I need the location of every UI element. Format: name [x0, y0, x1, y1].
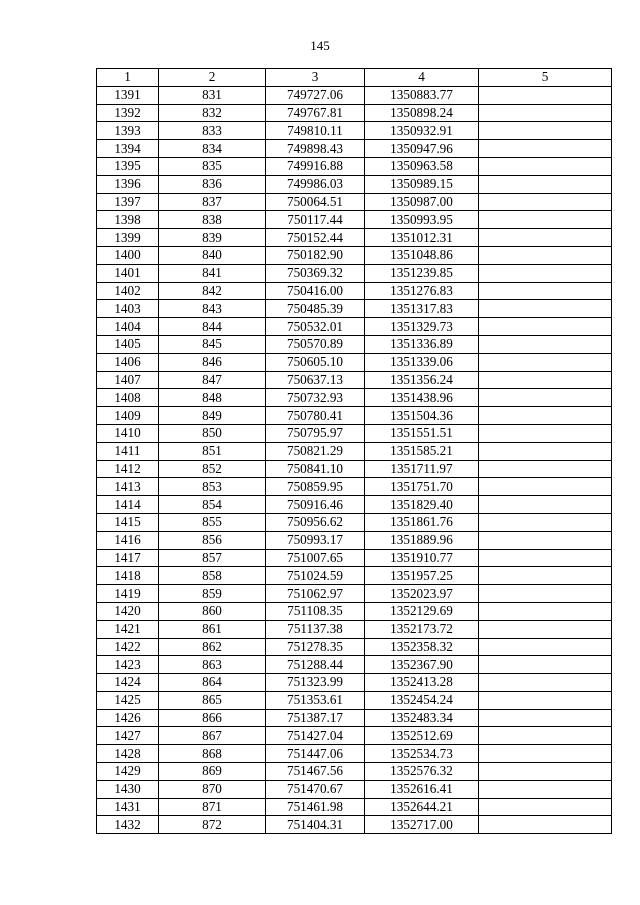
table-cell-col-4: 1351012.31: [365, 229, 479, 247]
table-cell-col-3: 749810.11: [266, 122, 365, 140]
table-cell-col-5: [479, 140, 612, 158]
table-cell-col-1: 1426: [97, 709, 159, 727]
table-cell-col-1: 1409: [97, 407, 159, 425]
table-cell-col-3: 751007.65: [266, 549, 365, 567]
table-cell-col-2: 865: [159, 691, 266, 709]
table-cell-col-2: 863: [159, 656, 266, 674]
table-cell-col-1: 1418: [97, 567, 159, 585]
table-row: [97, 496, 612, 514]
table-row: [97, 424, 612, 442]
table-row: [97, 513, 612, 531]
table-cell-col-2: 871: [159, 798, 266, 816]
table-row: [97, 211, 612, 229]
table-cell-col-1: 1405: [97, 335, 159, 353]
table-cell-col-2: 839: [159, 229, 266, 247]
table-row: [97, 371, 612, 389]
table-row: [97, 460, 612, 478]
table-cell-col-5: [479, 709, 612, 727]
table-cell-col-4: 1351317.83: [365, 300, 479, 318]
table-row: [97, 86, 612, 104]
table-cell-col-3: 750570.89: [266, 335, 365, 353]
table-cell-col-2: 841: [159, 264, 266, 282]
table-cell-col-5: [479, 211, 612, 229]
table-cell-col-5: [479, 424, 612, 442]
table-row: [97, 638, 612, 656]
table-cell-col-4: 1352576.32: [365, 763, 479, 781]
table-cell-col-2: 861: [159, 620, 266, 638]
table-cell-col-4: 1350963.58: [365, 157, 479, 175]
table-cell-col-4: 1351889.96: [365, 531, 479, 549]
table-cell-col-4: 1351438.96: [365, 389, 479, 407]
table-cell-col-3: 751404.31: [266, 816, 365, 834]
table-cell-col-5: [479, 460, 612, 478]
table-header: [97, 69, 612, 87]
table-cell-col-5: [479, 353, 612, 371]
table-cell-col-2: 853: [159, 478, 266, 496]
table-cell-col-4: 1350947.96: [365, 140, 479, 158]
table-cell-col-3: 749986.03: [266, 175, 365, 193]
table-row: [97, 389, 612, 407]
table-row: [97, 335, 612, 353]
table-cell-col-5: [479, 513, 612, 531]
table-cell-col-3: 751108.35: [266, 602, 365, 620]
table-cell-col-4: 1352534.73: [365, 745, 479, 763]
table-cell-col-5: [479, 229, 612, 247]
table-cell-col-1: 1396: [97, 175, 159, 193]
table-cell-col-4: 1351551.51: [365, 424, 479, 442]
table-row: [97, 229, 612, 247]
table-cell-col-3: 750795.97: [266, 424, 365, 442]
table-row: [97, 780, 612, 798]
table-cell-col-4: 1351339.06: [365, 353, 479, 371]
table-row: [97, 691, 612, 709]
table-cell-col-1: 1424: [97, 674, 159, 692]
table-cell-col-1: 1410: [97, 424, 159, 442]
table-cell-col-5: [479, 745, 612, 763]
table-cell-col-5: [479, 549, 612, 567]
table-cell-col-5: [479, 478, 612, 496]
table-cell-col-3: 751323.99: [266, 674, 365, 692]
table-cell-col-1: 1411: [97, 442, 159, 460]
table-cell-col-4: 1352512.69: [365, 727, 479, 745]
table-cell-col-5: [479, 674, 612, 692]
table-cell-col-1: 1431: [97, 798, 159, 816]
table-cell-col-5: [479, 798, 612, 816]
table-cell-col-4: 1352483.34: [365, 709, 479, 727]
table-row: [97, 300, 612, 318]
table-row: [97, 602, 612, 620]
table-row: [97, 763, 612, 781]
table-cell-col-3: 750117.44: [266, 211, 365, 229]
table-cell-col-2: 854: [159, 496, 266, 514]
table-cell-col-5: [479, 175, 612, 193]
table-cell-col-4: 1352023.97: [365, 585, 479, 603]
table-row: [97, 816, 612, 834]
table-cell-col-3: 751447.06: [266, 745, 365, 763]
table-cell-col-3: 750780.41: [266, 407, 365, 425]
table-cell-col-1: 1395: [97, 157, 159, 175]
table-cell-col-3: 749898.43: [266, 140, 365, 158]
table-cell-col-2: 844: [159, 318, 266, 336]
table-cell-col-3: 750993.17: [266, 531, 365, 549]
table-row: [97, 353, 612, 371]
table-cell-col-5: [479, 300, 612, 318]
table-cell-col-1: 1432: [97, 816, 159, 834]
table-cell-col-1: 1423: [97, 656, 159, 674]
column-header-4: 4: [365, 69, 479, 87]
table-cell-col-1: 1408: [97, 389, 159, 407]
table-cell-col-2: 848: [159, 389, 266, 407]
table-row: [97, 674, 612, 692]
table-cell-col-5: [479, 318, 612, 336]
table-cell-col-3: 749916.88: [266, 157, 365, 175]
table-cell-col-4: 1351239.85: [365, 264, 479, 282]
table-cell-col-2: 864: [159, 674, 266, 692]
table-cell-col-1: 1419: [97, 585, 159, 603]
table-row: [97, 104, 612, 122]
table-cell-col-2: 834: [159, 140, 266, 158]
table-cell-col-5: [479, 264, 612, 282]
table-cell-col-3: 751461.98: [266, 798, 365, 816]
table-cell-col-4: 1352644.21: [365, 798, 479, 816]
table-cell-col-3: 750369.32: [266, 264, 365, 282]
table-cell-col-2: 846: [159, 353, 266, 371]
table-cell-col-2: 836: [159, 175, 266, 193]
table-cell-col-1: 1427: [97, 727, 159, 745]
table-cell-col-1: 1404: [97, 318, 159, 336]
table-cell-col-4: 1352616.41: [365, 780, 479, 798]
table-cell-col-3: 749767.81: [266, 104, 365, 122]
table-row: [97, 567, 612, 585]
table-cell-col-3: 751137.38: [266, 620, 365, 638]
coordinates-table: [96, 68, 612, 834]
table-cell-col-2: 870: [159, 780, 266, 798]
table-cell-col-2: 872: [159, 816, 266, 834]
table-cell-col-5: [479, 407, 612, 425]
table-cell-col-3: 751278.35: [266, 638, 365, 656]
column-header-2: 2: [159, 69, 266, 87]
table-cell-col-1: 1422: [97, 638, 159, 656]
table-cell-col-4: 1352413.28: [365, 674, 479, 692]
table-cell-col-5: [479, 246, 612, 264]
table-cell-col-1: 1400: [97, 246, 159, 264]
table-cell-col-5: [479, 638, 612, 656]
table-cell-col-2: 835: [159, 157, 266, 175]
table-row: [97, 140, 612, 158]
table-cell-col-5: [479, 104, 612, 122]
table-cell-col-5: [479, 496, 612, 514]
table-cell-col-3: 750916.46: [266, 496, 365, 514]
table-cell-col-4: 1352454.24: [365, 691, 479, 709]
table-row: [97, 318, 612, 336]
table-cell-col-2: 847: [159, 371, 266, 389]
table-cell-col-2: 860: [159, 602, 266, 620]
table-cell-col-3: 750732.93: [266, 389, 365, 407]
table-cell-col-4: 1352717.00: [365, 816, 479, 834]
table-cell-col-2: 840: [159, 246, 266, 264]
table-row: [97, 442, 612, 460]
table-cell-col-3: 750841.10: [266, 460, 365, 478]
table-cell-col-5: [479, 371, 612, 389]
table-cell-col-4: 1351711.97: [365, 460, 479, 478]
table-cell-col-5: [479, 585, 612, 603]
table-cell-col-4: 1351910.77: [365, 549, 479, 567]
table-cell-col-1: 1425: [97, 691, 159, 709]
table-cell-col-5: [479, 816, 612, 834]
table-cell-col-5: [479, 727, 612, 745]
table-cell-col-4: 1351048.86: [365, 246, 479, 264]
table-cell-col-4: 1350987.00: [365, 193, 479, 211]
table-cell-col-2: 862: [159, 638, 266, 656]
table-cell-col-5: [479, 157, 612, 175]
table-cell-col-1: 1407: [97, 371, 159, 389]
column-header-1: 1: [97, 69, 159, 87]
column-header-3: 3: [266, 69, 365, 87]
table-cell-col-2: 855: [159, 513, 266, 531]
table-row: [97, 264, 612, 282]
table-cell-col-5: [479, 122, 612, 140]
table-cell-col-4: 1350989.15: [365, 175, 479, 193]
table-row: [97, 193, 612, 211]
table-cell-col-2: 857: [159, 549, 266, 567]
table-cell-col-1: 1403: [97, 300, 159, 318]
table-cell-col-2: 850: [159, 424, 266, 442]
table-row: [97, 656, 612, 674]
table-cell-col-2: 858: [159, 567, 266, 585]
table-cell-col-1: 1416: [97, 531, 159, 549]
table-cell-col-5: [479, 691, 612, 709]
table-row: [97, 745, 612, 763]
table-cell-col-3: 751353.61: [266, 691, 365, 709]
table-cell-col-3: 750485.39: [266, 300, 365, 318]
table-cell-col-2: 837: [159, 193, 266, 211]
table-cell-col-5: [479, 620, 612, 638]
table-cell-col-1: 1401: [97, 264, 159, 282]
table-cell-col-2: 833: [159, 122, 266, 140]
table-cell-col-4: 1350898.24: [365, 104, 479, 122]
table-row: [97, 122, 612, 140]
table-cell-col-5: [479, 335, 612, 353]
table-cell-col-3: 751467.56: [266, 763, 365, 781]
table-cell-col-5: [479, 193, 612, 211]
table-cell-col-1: 1393: [97, 122, 159, 140]
table-cell-col-3: 750637.13: [266, 371, 365, 389]
table-cell-col-3: 750064.51: [266, 193, 365, 211]
table-cell-col-4: 1352367.90: [365, 656, 479, 674]
table-cell-col-3: 750532.01: [266, 318, 365, 336]
table-cell-col-2: 867: [159, 727, 266, 745]
table-cell-col-3: 749727.06: [266, 86, 365, 104]
table-cell-col-5: [479, 442, 612, 460]
table-cell-col-4: 1351861.76: [365, 513, 479, 531]
table-cell-col-1: 1406: [97, 353, 159, 371]
table-cell-col-2: 856: [159, 531, 266, 549]
table-cell-col-5: [479, 656, 612, 674]
table-row: [97, 478, 612, 496]
table-body: [97, 86, 612, 833]
page-number: 145: [310, 38, 330, 53]
table-cell-col-2: 869: [159, 763, 266, 781]
table-cell-col-1: 1394: [97, 140, 159, 158]
table-cell-col-1: 1430: [97, 780, 159, 798]
table-cell-col-5: [479, 282, 612, 300]
table-cell-col-3: 751387.17: [266, 709, 365, 727]
table-cell-col-5: [479, 602, 612, 620]
table-row: [97, 549, 612, 567]
table-cell-col-3: 750416.00: [266, 282, 365, 300]
table-cell-col-4: 1351585.21: [365, 442, 479, 460]
table-cell-col-3: 750605.10: [266, 353, 365, 371]
table-cell-col-2: 838: [159, 211, 266, 229]
table-cell-col-4: 1350932.91: [365, 122, 479, 140]
table-cell-col-3: 751288.44: [266, 656, 365, 674]
table-cell-col-1: 1421: [97, 620, 159, 638]
table-cell-col-5: [479, 531, 612, 549]
table-row: [97, 282, 612, 300]
table-cell-col-4: 1351829.40: [365, 496, 479, 514]
table-cell-col-5: [479, 86, 612, 104]
table-cell-col-1: 1399: [97, 229, 159, 247]
table-row: [97, 585, 612, 603]
table-row: [97, 709, 612, 727]
table-cell-col-2: 832: [159, 104, 266, 122]
table-row: [97, 620, 612, 638]
table-cell-col-2: 851: [159, 442, 266, 460]
coordinates-table-container: [96, 68, 612, 834]
table-cell-col-1: 1391: [97, 86, 159, 104]
table-cell-col-3: 750152.44: [266, 229, 365, 247]
table-cell-col-2: 845: [159, 335, 266, 353]
header-row: [97, 69, 612, 87]
table-cell-col-4: 1351504.36: [365, 407, 479, 425]
table-cell-col-4: 1351957.25: [365, 567, 479, 585]
table-row: [97, 175, 612, 193]
table-cell-col-1: 1392: [97, 104, 159, 122]
table-cell-col-4: 1350993.95: [365, 211, 479, 229]
table-cell-col-1: 1417: [97, 549, 159, 567]
table-cell-col-4: 1350883.77: [365, 86, 479, 104]
table-cell-col-2: 842: [159, 282, 266, 300]
table-cell-col-1: 1414: [97, 496, 159, 514]
table-cell-col-1: 1413: [97, 478, 159, 496]
table-cell-col-1: 1428: [97, 745, 159, 763]
table-cell-col-3: 750956.62: [266, 513, 365, 531]
table-cell-col-3: 750182.90: [266, 246, 365, 264]
table-row: [97, 157, 612, 175]
table-cell-col-4: 1352173.72: [365, 620, 479, 638]
table-cell-col-5: [479, 763, 612, 781]
table-cell-col-5: [479, 567, 612, 585]
table-cell-col-1: 1397: [97, 193, 159, 211]
table-row: [97, 407, 612, 425]
table-row: [97, 531, 612, 549]
table-cell-col-4: 1351336.89: [365, 335, 479, 353]
table-cell-col-3: 751470.67: [266, 780, 365, 798]
table-cell-col-4: 1352358.32: [365, 638, 479, 656]
table-cell-col-4: 1351751.70: [365, 478, 479, 496]
table-cell-col-3: 750821.29: [266, 442, 365, 460]
table-cell-col-1: 1429: [97, 763, 159, 781]
column-header-5: 5: [479, 69, 612, 87]
table-cell-col-3: 751062.97: [266, 585, 365, 603]
table-cell-col-2: 866: [159, 709, 266, 727]
table-cell-col-4: 1351356.24: [365, 371, 479, 389]
table-cell-col-4: 1352129.69: [365, 602, 479, 620]
table-cell-col-2: 852: [159, 460, 266, 478]
table-cell-col-2: 831: [159, 86, 266, 104]
table-row: [97, 798, 612, 816]
table-row: [97, 246, 612, 264]
table-cell-col-4: 1351276.83: [365, 282, 479, 300]
table-cell-col-1: 1415: [97, 513, 159, 531]
table-cell-col-3: 751024.59: [266, 567, 365, 585]
table-cell-col-2: 859: [159, 585, 266, 603]
table-cell-col-1: 1398: [97, 211, 159, 229]
table-cell-col-2: 868: [159, 745, 266, 763]
table-cell-col-2: 843: [159, 300, 266, 318]
table-cell-col-4: 1351329.73: [365, 318, 479, 336]
table-cell-col-5: [479, 389, 612, 407]
table-cell-col-1: 1412: [97, 460, 159, 478]
table-cell-col-3: 751427.04: [266, 727, 365, 745]
table-cell-col-3: 750859.95: [266, 478, 365, 496]
table-cell-col-5: [479, 780, 612, 798]
table-cell-col-1: 1420: [97, 602, 159, 620]
table-cell-col-1: 1402: [97, 282, 159, 300]
table-row: [97, 727, 612, 745]
table-cell-col-2: 849: [159, 407, 266, 425]
